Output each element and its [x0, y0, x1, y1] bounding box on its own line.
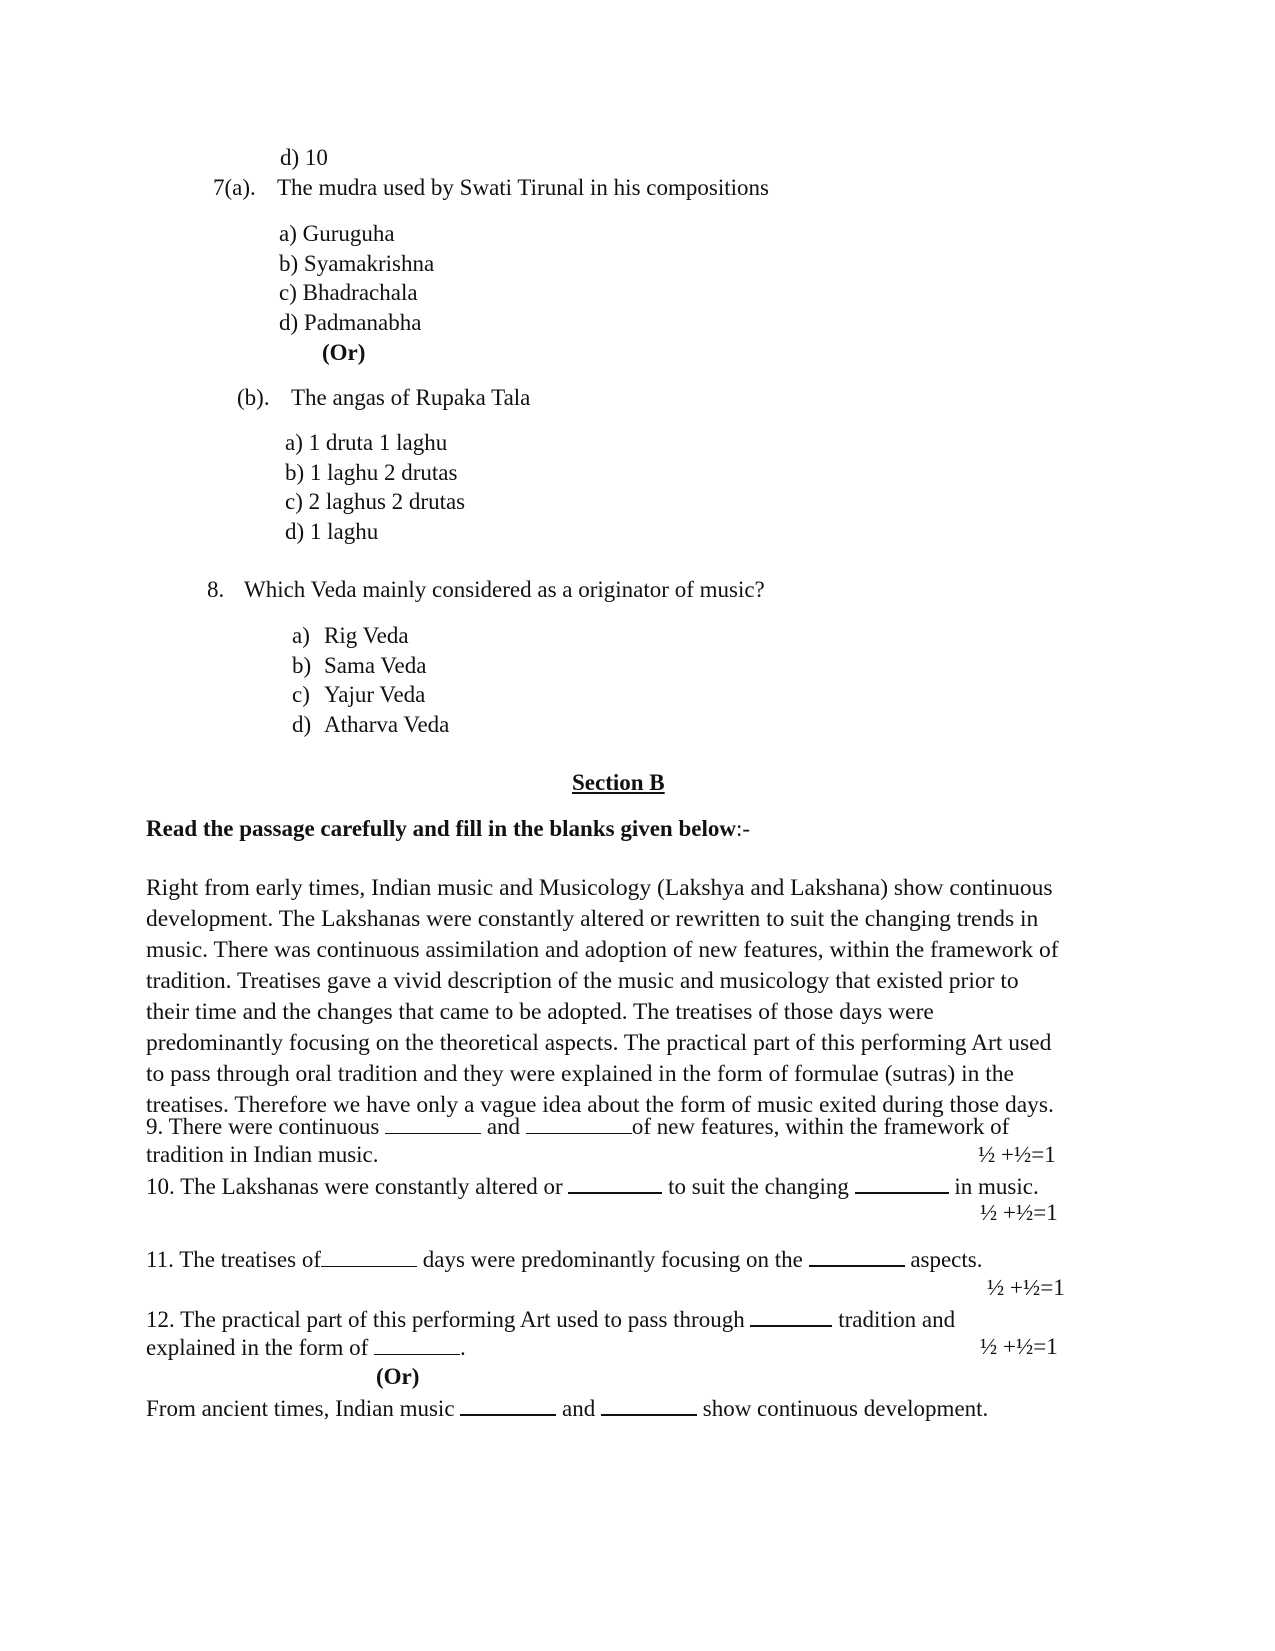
- q7b-option-d: d) 1 laghu: [285, 519, 379, 544]
- q10-marks: ½ +½=1: [980, 1200, 1058, 1225]
- q9-text-3: of new features, within the framework of: [631, 1114, 1010, 1139]
- q12-blank-2[interactable]: [374, 1332, 460, 1355]
- q12-text-4: .: [460, 1335, 466, 1360]
- q7a-number: 7(a).: [213, 175, 256, 200]
- q8-question: Which Veda mainly considered as a originator of music?: [244, 577, 765, 602]
- q7a-option-b: b) Syamakrishna: [279, 251, 435, 276]
- q8-option-b-text: Sama Veda: [324, 653, 427, 678]
- q9-marks: ½ +½=1: [978, 1142, 1056, 1167]
- or-separator-1: (Or): [322, 340, 366, 365]
- q12-marks: ½ +½=1: [980, 1334, 1058, 1359]
- q7a-option-a: a) Guruguha: [279, 221, 395, 246]
- q12-text-3: explained in the form of: [146, 1335, 369, 1360]
- q12-line1: [146, 1303, 955, 1335]
- q7a-option-c: c) Bhadrachala: [279, 280, 418, 305]
- q7a-option-d: d) Padmanabha: [279, 310, 422, 335]
- q9-line1: [146, 1111, 1009, 1142]
- q9-text-2: and: [486, 1114, 521, 1139]
- q12-alt-text-1: From ancient times, Indian music: [146, 1396, 455, 1421]
- q12-alt-blank-1[interactable]: [460, 1392, 556, 1416]
- q8-option-c-letter: c): [292, 682, 310, 707]
- q12-text-2: tradition and: [838, 1307, 956, 1332]
- or-separator-2: (Or): [376, 1364, 420, 1389]
- q7b-number: (b).: [237, 385, 270, 410]
- q9-line2: tradition in Indian music.: [146, 1142, 379, 1167]
- q7a-question: The mudra used by Swati Tirunal in his compositions: [277, 175, 769, 200]
- q7b-option-b: b) 1 laghu 2 drutas: [285, 460, 458, 485]
- instruction-text: Read the passage carefully and fill in the blanks given below: [146, 816, 736, 841]
- q9-blank-2[interactable]: [526, 1111, 632, 1134]
- q11-blank-2[interactable]: [809, 1243, 905, 1267]
- passage-line: music. There was continuous assimilation and adoption of new features, within the framework of: [146, 937, 1059, 963]
- q8-option-d-text: Atharva Veda: [324, 712, 450, 737]
- q11-text-1: 11. The treatises of: [146, 1247, 322, 1272]
- passage-line: treatises. Therefore we have only a vague idea about the form of music exited during those days.: [146, 1092, 1054, 1118]
- q11-text-3: aspects.: [910, 1247, 983, 1272]
- q11-text-2: days were predominantly focusing on the: [422, 1247, 803, 1272]
- q8-number: 8.: [207, 577, 225, 602]
- q8-option-c-text: Yajur Veda: [324, 682, 426, 707]
- q10-line: [146, 1170, 1039, 1202]
- q10-text-2: to suit the changing: [668, 1174, 849, 1199]
- q8-option-a-text: Rig Veda: [324, 623, 409, 648]
- q8-option-a-letter: a): [292, 623, 310, 648]
- q10-blank-2[interactable]: [855, 1170, 949, 1194]
- q8-option-b-letter: b): [292, 653, 312, 678]
- q6-option-d: d) 10: [280, 145, 328, 170]
- q12-alt-blank-2[interactable]: [601, 1392, 697, 1416]
- q11-blank-1[interactable]: [321, 1244, 417, 1267]
- q10-blank-1[interactable]: [568, 1170, 662, 1194]
- q9-blank-1[interactable]: [385, 1111, 481, 1134]
- q12-text-1: 12. The practical part of this performing Art used to pass through: [146, 1307, 745, 1332]
- passage-line: their time and the changes that came to be adopted. The treatises of those days were: [146, 999, 934, 1025]
- passage-line: tradition. Treatises gave a vivid description of the music and musicology that existed prior to: [146, 968, 1019, 994]
- q9-text-1: 9. There were continuous: [146, 1114, 380, 1139]
- q12-alt-line: [146, 1392, 988, 1424]
- q11-marks: ½ +½=1: [987, 1275, 1065, 1300]
- passage-line: predominantly focusing on the theoretical aspects. The practical part of this performing Art used: [146, 1030, 1052, 1056]
- q7b-option-c: c) 2 laghus 2 drutas: [285, 489, 466, 514]
- q12-line2: [146, 1332, 466, 1363]
- q10-text-3: in music.: [954, 1174, 1039, 1199]
- passage: [146, 873, 1126, 1121]
- passage-line: to pass through oral tradition and they were explained in the form of formulae (sutras) in the: [146, 1061, 1014, 1087]
- q10-text-1: 10. The Lakshanas were constantly altered or: [146, 1174, 563, 1199]
- q7b-question: The angas of Rupaka Tala: [291, 385, 531, 410]
- section-b-instruction: [146, 814, 750, 844]
- q7b-option-a: a) 1 druta 1 laghu: [285, 430, 448, 455]
- passage-line: development. The Lakshanas were constantly altered or rewritten to suit the changing trends in: [146, 906, 1039, 932]
- section-b-title: Section B: [572, 770, 665, 795]
- q12-alt-text-3: show continuous development.: [702, 1396, 989, 1421]
- q11-line: [146, 1243, 982, 1275]
- q8-option-d-letter: d): [292, 712, 312, 737]
- q12-alt-text-2: and: [562, 1396, 596, 1421]
- passage-line: Right from early times, Indian music and Musicology (Lakshya and Lakshana) show continuous: [146, 875, 1053, 901]
- instruction-suffix: :-: [735, 816, 751, 841]
- q12-blank-1[interactable]: [750, 1303, 832, 1327]
